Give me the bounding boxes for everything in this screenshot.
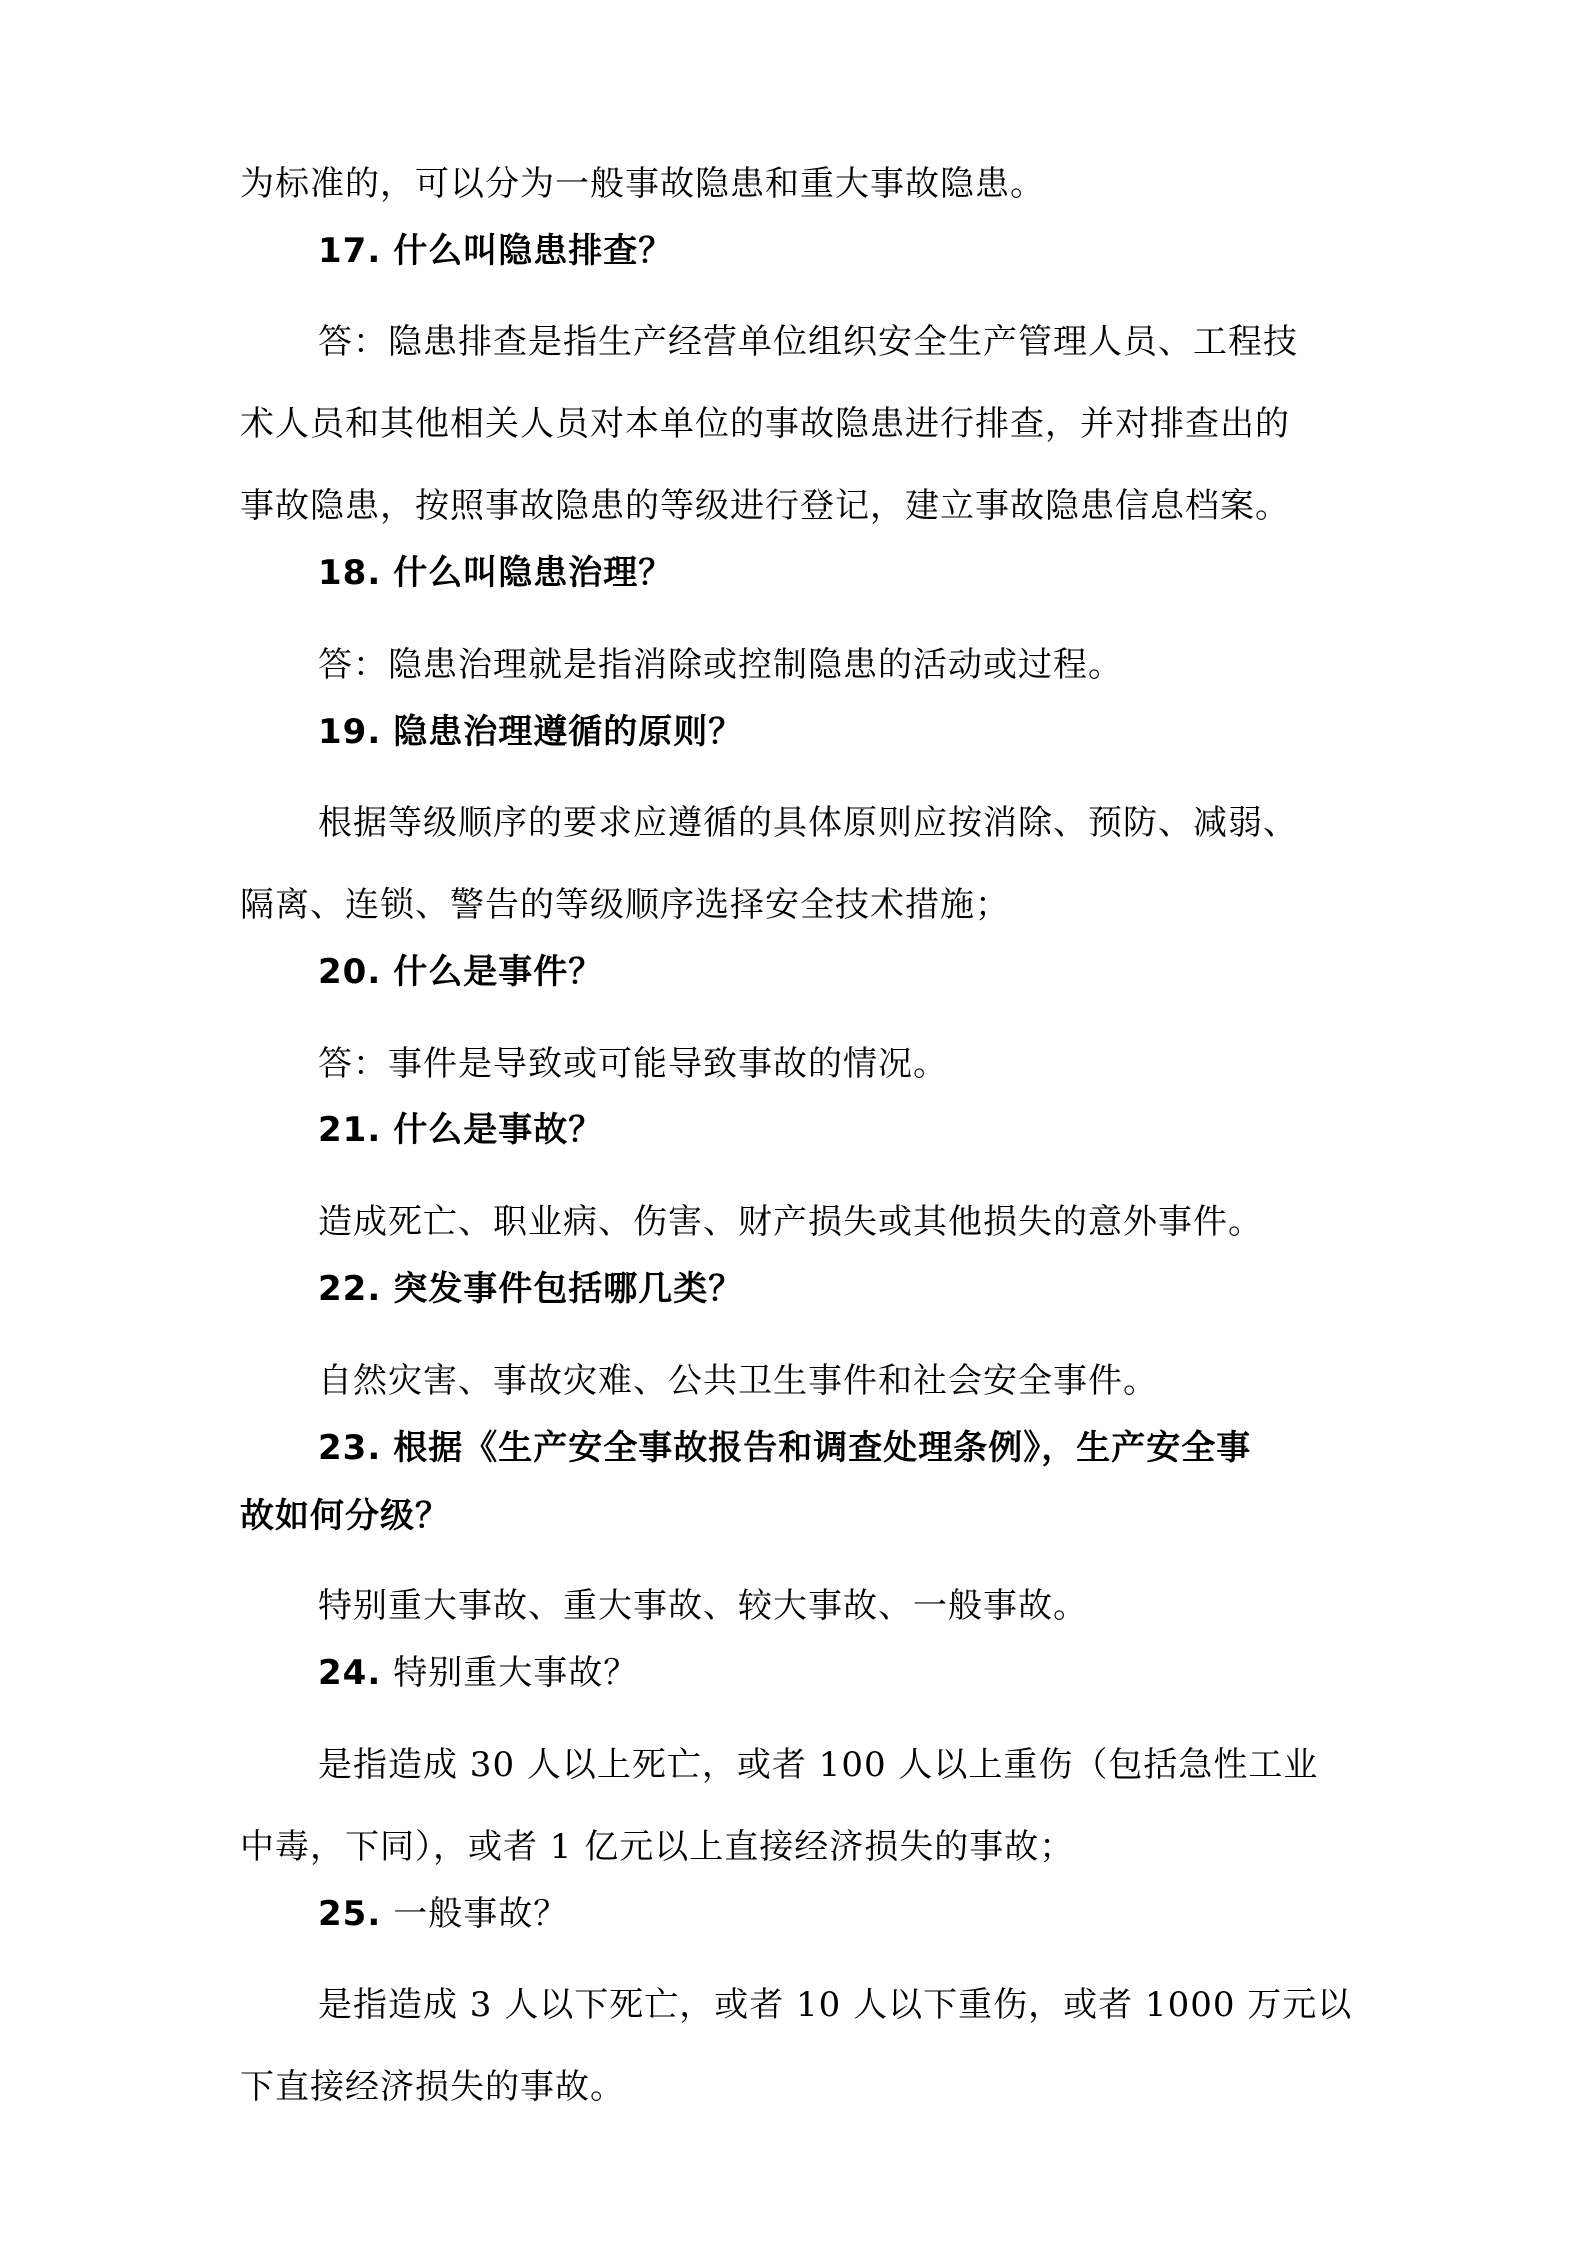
question-number: 18.	[318, 553, 382, 593]
question-number: 19.	[318, 712, 382, 752]
answer-17-line-3: 事故隐患，按照事故隐患的等级进行登记，建立事故隐患信息档案。	[240, 486, 1290, 526]
question-17-heading	[318, 227, 1355, 275]
question-number: 17.	[318, 231, 382, 271]
question-text: 什么是事故？	[393, 1110, 604, 1150]
answer-22-line-1: 自然灾害、事故灾难、公共卫生事件和社会安全事件。	[318, 1361, 1158, 1401]
answer-19-line-1: 根据等级顺序的要求应遵循的具体原则应按消除、预防、减弱、	[318, 803, 1298, 843]
question-24-heading	[318, 1649, 1355, 1697]
question-19-heading	[318, 708, 1355, 756]
question-number: 22.	[318, 1269, 382, 1309]
question-number: 25.	[318, 1894, 382, 1934]
question-25-heading	[318, 1890, 1355, 1938]
question-text: 什么叫隐患治理？	[393, 553, 674, 593]
answer-25-line-1: 是指造成 3 人以下死亡，或者 10 人以下重伤，或者 1000 万元以	[318, 1985, 1353, 2025]
question-text: 一般事故？	[393, 1894, 569, 1934]
answer-23-line-1: 特别重大事故、重大事故、较大事故、一般事故。	[318, 1586, 1088, 1626]
answer-20-line-1: 答：事件是导致或可能导致事故的情况。	[318, 1044, 948, 1084]
answer-24-line-1: 是指造成 30 人以上死亡，或者 100 人以上重伤（包括急性工业	[318, 1745, 1319, 1785]
answer-25-line-2: 下直接经济损失的事故。	[240, 2067, 625, 2107]
answer-21-line-1: 造成死亡、职业病、伤害、财产损失或其他损失的意外事件。	[318, 1202, 1263, 1242]
question-text: 根据《生产安全事故报告和调查处理条例》，生产安全事	[393, 1428, 1252, 1468]
question-23-heading-line-1	[318, 1424, 1355, 1472]
question-text: 特别重大事故？	[393, 1653, 639, 1693]
answer-17-line-1: 答：隐患排查是指生产经营单位组织安全生产管理人员、工程技	[318, 322, 1298, 362]
question-21-heading	[318, 1106, 1355, 1154]
question-number: 21.	[318, 1110, 382, 1150]
question-22-heading	[318, 1265, 1355, 1313]
question-text: 什么是事件？	[393, 952, 604, 992]
question-23-heading-line-2: 故如何分级？	[240, 1496, 450, 1536]
answer-18-line-1: 答：隐患治理就是指消除或控制隐患的活动或过程。	[318, 645, 1123, 685]
answer-19-line-2: 隔离、连锁、警告的等级顺序选择安全技术措施；	[240, 885, 1010, 925]
question-number: 20.	[318, 952, 382, 992]
question-text: 什么叫隐患排查？	[393, 231, 674, 271]
question-text: 突发事件包括哪几类？	[393, 1269, 744, 1309]
question-number: 23.	[318, 1428, 382, 1468]
question-text: 隐患治理遵循的原则？	[393, 712, 744, 752]
question-number: 24.	[318, 1653, 382, 1693]
answer-24-line-2: 中毒，下同），或者 1 亿元以上直接经济损失的事故；	[240, 1827, 1075, 1867]
question-20-heading	[318, 948, 1355, 996]
answer-17-line-2: 术人员和其他相关人员对本单位的事故隐患进行排查，并对排查出的	[240, 404, 1290, 444]
paragraph-continuation: 为标准的，可以分为一般事故隐患和重大事故隐患。	[240, 164, 1045, 204]
question-18-heading	[318, 549, 1355, 597]
